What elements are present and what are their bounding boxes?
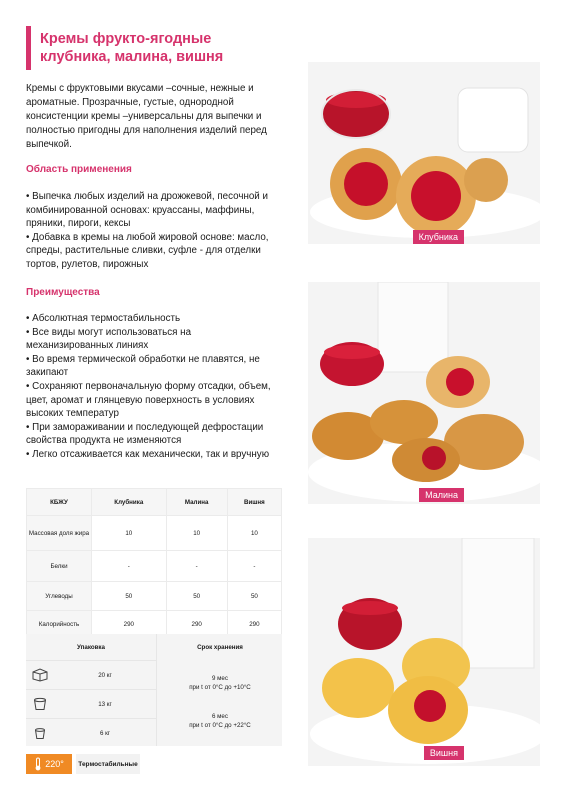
- row-label: Углеводы: [27, 582, 92, 611]
- list-item: • При замораживании и последующей дефростации свойства продукта не изменяются: [26, 421, 276, 448]
- table-cell: 10: [166, 516, 227, 551]
- table-cell: 290: [227, 611, 281, 638]
- list-item: • Абсолютная термостабильность: [26, 312, 276, 326]
- nutrition-table: [26, 488, 282, 638]
- thermo-value: 220°: [45, 759, 64, 769]
- box-icon: [26, 668, 54, 682]
- list-item: • Сохраняют первоначальную форму отсадки, объем, цвет, аромат и глянцевую поверхность в условиях высоких температур: [26, 380, 276, 421]
- shelf-condition: при t от 0°C до +22°C: [189, 722, 251, 729]
- intro-text: Кремы с фруктовыми вкусами –сочные, нежные и ароматные. Прозрачные, густые, однородной консистенции кремы –универсальны для выпечки и полностью пригодны для наполнения изделий перед выпечкой.: [26, 83, 267, 150]
- photo-cherry: [308, 538, 540, 766]
- list-item: • Легко отсаживается как механически, так и вручную: [26, 448, 276, 462]
- table-header-row: [27, 489, 282, 516]
- row-label: Белки: [27, 551, 92, 582]
- list-item: • Выпечка любых изделий на дрожжевой, песочной и комбинированной основах: круассаны, маффины, пряники, пироги, кексы: [26, 190, 276, 231]
- photo-tag: Клубника: [413, 230, 464, 244]
- table-header: Малина: [166, 489, 227, 516]
- packaging-header: Упаковка: [77, 643, 105, 651]
- shelf-condition: при t от 0°C до +10°C: [189, 684, 251, 691]
- table-row: [27, 516, 282, 551]
- shelf-life-entry: [157, 674, 283, 692]
- photo-tag: Малина: [419, 488, 464, 502]
- page-title: Кремы фрукто-ягодные клубника, малина, вишня: [40, 31, 224, 65]
- table-cell: 50: [166, 582, 227, 611]
- table-cell: -: [227, 551, 281, 582]
- packaging-panel: [26, 634, 282, 746]
- pack-weight: 20 кг: [98, 671, 112, 679]
- photo-strawberry: [308, 62, 540, 244]
- table-cell: 50: [227, 582, 281, 611]
- photo-tag: Вишня: [424, 746, 464, 760]
- list-item: • Добавка в кремы на любой жировой основе: масло, спреды, растительные сливки, суфле - для отделки тортов, рулетов, пирожных: [26, 231, 276, 272]
- usage-heading: Область применения: [26, 164, 132, 175]
- thermo-label: Термостабильные: [76, 754, 140, 774]
- table-header: Вишня: [227, 489, 281, 516]
- table-row: [26, 689, 156, 718]
- nutrition-table-panel: [26, 488, 282, 638]
- thermo-badge: [26, 754, 72, 774]
- shelf-period: 9 мес: [212, 675, 228, 682]
- thermometer-icon: [34, 757, 42, 771]
- table-row: [27, 551, 282, 582]
- bucket-small-icon: [26, 727, 54, 740]
- table-row: [27, 582, 282, 611]
- usage-list: [26, 190, 276, 272]
- bucket-icon: [26, 697, 54, 711]
- pack-weight: 6 кг: [99, 729, 111, 737]
- table-cell: 10: [227, 516, 281, 551]
- title-accent-bar: [26, 26, 31, 70]
- row-label: Массовая доля жира: [27, 516, 92, 551]
- shelf-life-column: [156, 634, 283, 746]
- shelf-life-entry: [157, 712, 283, 730]
- table-cell: -: [92, 551, 167, 582]
- shelf-period: 6 мес: [212, 713, 228, 720]
- shelf-life-header: Срок хранения: [197, 643, 243, 651]
- benefits-list: [26, 312, 276, 462]
- table-cell: 290: [166, 611, 227, 638]
- list-item: • Все виды могут использоваться на механизированных линиях: [26, 326, 276, 353]
- table-cell: 290: [92, 611, 167, 638]
- table-row: [26, 660, 156, 689]
- table-row: [26, 718, 156, 747]
- row-label: Калорийность: [27, 611, 92, 638]
- table-cell: 50: [92, 582, 167, 611]
- table-header: Клубника: [92, 489, 167, 516]
- packaging-column: [26, 634, 156, 747]
- photo-raspberry: [308, 282, 540, 504]
- table-cell: -: [166, 551, 227, 582]
- benefits-heading: Преимущества: [26, 287, 100, 298]
- table-header: КБЖУ: [27, 489, 92, 516]
- table-cell: 10: [92, 516, 167, 551]
- pack-weight: 13 кг: [98, 700, 112, 708]
- list-item: • Во время термической обработки не плавятся, не закипают: [26, 353, 276, 380]
